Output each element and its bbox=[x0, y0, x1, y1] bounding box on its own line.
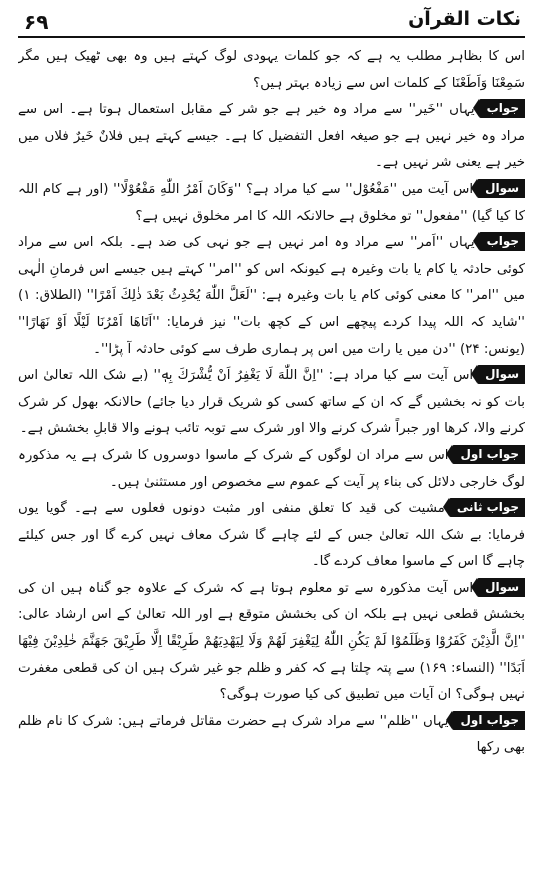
section-label: جواب ثانی bbox=[449, 498, 525, 517]
paragraph-text: یہاں ''خَیر'' سے مراد وہ خیر ہے جو شر کے مقابل استعمال ہوتا ہے۔ اس سے مراد وہ خیر نہیں ہے جو صیغہ افعل التفضیل کا ہے۔ جیسے کہتے ہیں فلانٌ خَیرٌ فلاں میں خیر ہے یعنی شر نہیں ہے۔ bbox=[18, 102, 525, 171]
paragraph-text: اس آیت میں ''مَفْعُوْل'' سے کیا مراد ہے؟ ''وَكَانَ اَمْرُ اللّٰهِ مَفْعُوْلًا'' (اور ہے کام اللہ کا کیا گیا) ''مفعول'' تو مخلوق ہے حالانکہ اللہ کا امر مخلوق نہیں ہے؟ bbox=[18, 181, 525, 224]
page-header bbox=[18, 8, 525, 34]
page-body bbox=[18, 44, 525, 889]
qa-paragraph bbox=[18, 496, 525, 576]
qa-paragraph bbox=[18, 177, 525, 230]
qa-paragraph bbox=[18, 576, 525, 709]
paragraph-text: یہاں ''اَمر'' سے مراد وہ امر نہیں ہے جو نہی کی ضد ہے۔ بلکہ اس سے مراد کوئی حادثہ یا کام یا بات وغیرہ ہے کیونکہ اس کو ''امر'' کہتے ہیں جیسے اس فرمانِ الٰہی میں ''امر'' کا معنی کوئی کام یا بات وغیرہ ہے: ''لَعَلَّ اللّٰهَ يُحْدِثُ بَعْدَ ذٰلِكَ اَمْرًا'' (الطلاق: ۱) ''شاید کہ اللہ پیدا کردے پیچھے اس کے کچھ بات'' نیز فرمایا: ''اَتَاهَا اَمْرُنَا لَيْلًا اَوْ نَهَارًا'' (یونس: ۲۴) ''دن میں یا رات میں اس پر ہماری طرف سے کوئی حادثہ آ پڑا''۔ bbox=[18, 235, 525, 357]
section-label: سوال bbox=[477, 365, 525, 384]
paragraph-text: اس آیت سے کیا مراد ہے: ''اِنَّ اللّٰهَ لَا يَغْفِرُ اَنْ يُّشْرَكَ بِهٖ'' (بے شک اللہ تعالیٰ اس بات کو نہ بخشیں گے کہ ان کے ساتھ کسی کو شریک قرار دیا جائے) حالانکہ بھول کر شرک کرنے والا، کرھا اور جبراً شرک کرنے والا اور شرک سے توبہ تائب ہونے والا قابلِ بخشش ہے۔ bbox=[18, 368, 525, 437]
section-label: جواب bbox=[479, 232, 525, 251]
qa-paragraph bbox=[18, 230, 525, 363]
qa-paragraph bbox=[18, 709, 525, 762]
paragraph-text: اس آیت مذکورہ سے تو معلوم ہوتا ہے کہ شرک کے علاوہ جو گناہ ہیں ان کی بخشش قطعی نہیں ہے بلکہ ان کی بخشش متوقع ہے اور اللہ تعالیٰ کے اس ارشاد عالی: ''اِنَّ الَّذِيْنَ كَفَرُوْا وَظَلَمُوْا لَمْ يَكُنِ اللّٰهُ لِيَغْفِرَ لَهُمْ وَلَا لِيَهْدِيَهُمْ طَرِيْقًا اِلَّا طَرِيْقَ جَهَنَّمَ خٰلِدِيْنَ فِيْهَا اَبَدًا'' (النساء: ۱۶۹) سے پتہ چلتا ہے کہ کفر و ظلم جو غیر شرک ہیں ان کی قطعی مغفرت نہیں ہوگی؟ ان آیات میں تطبیق کی کیا صورت ہوگی؟ bbox=[18, 580, 525, 703]
header-rule bbox=[18, 36, 525, 38]
paragraph-text: اس کا بظاہر مطلب یہ ہے کہ جو کلمات یہودی لوگ کہتے ہیں وہ بھی ٹھیک ہیں مگر سَمِعْنَا وَاَطَعْنَا کے کلمات اس سے زیادہ بہتر ہیں؟ bbox=[18, 49, 525, 91]
paragraph-text: مشیت کی قید کا تعلق منفی اور مثبت دونوں فعلوں سے ہے۔ گویا یوں فرمایا: بے شک اللہ تعالیٰ جس کے لئے چاہے گا شرک معاف نہیں کرے گا اور جس کیلئے چاہے گا اس کے ماسوا معاف کردے گا۔ bbox=[18, 501, 525, 570]
book-title: نکات القرآن bbox=[408, 8, 521, 30]
page-number: ۶۹ bbox=[24, 10, 49, 34]
section-label: جواب اول bbox=[452, 445, 525, 464]
section-label: سوال bbox=[477, 179, 525, 198]
section-label: سوال bbox=[477, 578, 525, 597]
qa-paragraph bbox=[18, 443, 525, 496]
section-label: جواب اول bbox=[452, 711, 525, 730]
paragraph-text: یہاں ''ظلم'' سے مراد شرک ہے حضرت مقاتل فرماتے ہیں: شرک کا نام ظلم بھی رکھا bbox=[18, 713, 525, 756]
qa-paragraph bbox=[18, 44, 525, 97]
qa-paragraph bbox=[18, 363, 525, 443]
paragraph-text: اس سے مراد ان لوگوں کے شرک کے ماسوا دوسروں کا شرک ہے یہ مذکورہ لوگ خارجی دلائل کی بناء پر آیت کے عموم سے مخصوص اور مستثنیٰ ہیں۔ bbox=[18, 447, 525, 490]
qa-paragraph bbox=[18, 97, 525, 177]
section-label: جواب bbox=[479, 99, 525, 118]
